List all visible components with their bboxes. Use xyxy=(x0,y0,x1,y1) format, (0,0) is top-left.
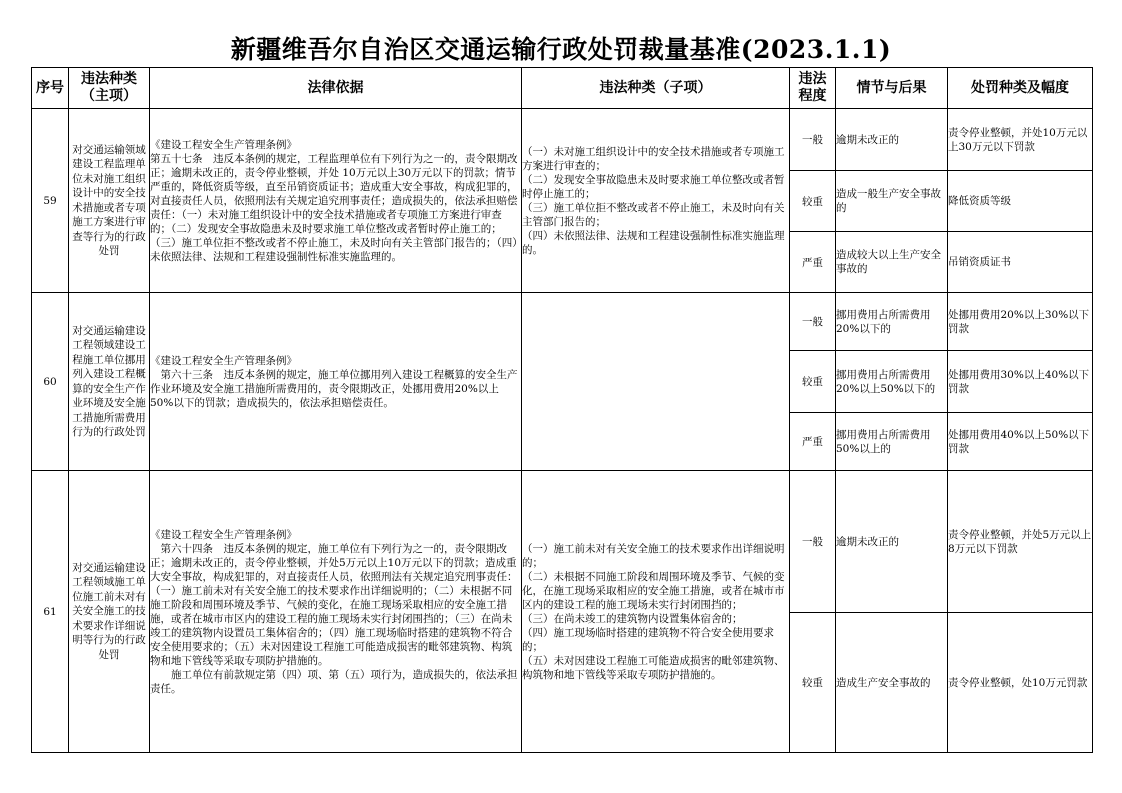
circumstance-cell: 挪用费用占所需费用50%以上的 xyxy=(836,413,948,471)
header-circumstance: 情节与后果 xyxy=(836,68,948,109)
main-type-cell: 对交通运输领域建设工程监理单位未对施工组织设计中的安全技术措施或者专项施工方案进行审查等行为的行政处罚 xyxy=(69,109,150,293)
table-row xyxy=(32,471,1093,613)
page-title: 新疆维吾尔自治区交通运输行政处罚裁量基准(2023.1.1) xyxy=(230,35,892,64)
penalty-cell: 责令停业整顿，并处10万元以上30万元以下罚款 xyxy=(948,109,1093,171)
basis-cell xyxy=(150,109,522,293)
penalty-cell: 处挪用费用20%以上30%以下罚款 xyxy=(948,293,1093,351)
sub-type-text: （一）施工前未对有关安全施工的技术要求作出详细说明的； （二）未根据不同施工阶段和周围环境及季节、气候的变化，在施工现场采取相应的安全施工措施，或者在城市市区内的建设工程的施工现场未实行封闭围挡的； （三）在尚未竣工的建筑物内设置集体宿舍的； （四）施工现场临时搭建的建筑物不符合安全使用要求的； （五）未对因建设工程施工可能造成损害的毗邻建筑物、构筑物和地下管线等采取专项防护措施的。 xyxy=(522,542,785,681)
row-no: 59 xyxy=(32,109,69,293)
penalty-cell: 降低资质等级 xyxy=(948,171,1093,232)
degree-cell: 较重 xyxy=(790,351,836,413)
penalty-standard-table xyxy=(31,67,1093,753)
sub-type-cell xyxy=(522,293,790,471)
degree-cell: 较重 xyxy=(790,613,836,753)
circumstance-cell: 挪用费用占所需费用20%以下的 xyxy=(836,293,948,351)
sub-type-cell xyxy=(522,109,790,293)
penalty-cell: 责令停业整顿，处10万元罚款 xyxy=(948,613,1093,753)
penalty-cell: 处挪用费用40%以上50%以下罚款 xyxy=(948,413,1093,471)
header-penalty: 处罚种类及幅度 xyxy=(948,68,1093,109)
header-main-type xyxy=(69,68,150,109)
degree-cell: 一般 xyxy=(790,471,836,613)
circumstance-cell: 逾期未改正的 xyxy=(836,109,948,171)
main-type-cell: 对交通运输建设工程领域建设工程施工单位挪用列入建设工程概算的安全生产作业环境及安全施工措施所需费用行为的行政处罚 xyxy=(69,293,150,471)
circumstance-cell: 造成一般生产安全事故的 xyxy=(836,171,948,232)
row-no: 60 xyxy=(32,293,69,471)
degree-cell: 严重 xyxy=(790,232,836,293)
header-degree-line1: 违法 xyxy=(798,71,827,87)
sub-type-cell xyxy=(522,471,790,753)
header-degree xyxy=(790,68,836,109)
header-main-type-line1: 违法种类 xyxy=(81,71,137,87)
basis-cell xyxy=(150,471,522,753)
degree-cell: 严重 xyxy=(790,413,836,471)
header-main-type-line2: （主项） xyxy=(81,88,137,104)
circumstance-cell: 造成较大以上生产安全事故的 xyxy=(836,232,948,293)
degree-cell: 一般 xyxy=(790,293,836,351)
table-row xyxy=(32,109,1093,171)
penalty-cell: 处挪用费用30%以上40%以下罚款 xyxy=(948,351,1093,413)
basis-text: 《建设工程安全生产管理条例》 第六十四条 违反本条例的规定，施工单位有下列行为之一的，责令限期改正；逾期未改正的，责令停业整顿，并处5万元以上10万元以下的罚款；造成重大安全事故，构成犯罪的，对直接责任人员，依照刑法有关规定追究刑事责任：（一）施工前未对有关安全施工的技术要求作出详细说明的；（二）未根据不同施工阶段和周围环境及季节、气候的变化，在施工现场采取相应的安全施工措施，或者在城市市区内的建设工程的施工现场未实行封闭围挡的；（三）在尚未竣工的建筑物内设置员工集体宿舍的；（四）施工现场临时搭建的建筑物不符合安全使用要求的；（五）未对因建设工程施工可能造成损害的毗邻建筑物、构筑物和地下管线等采取专项防护措施的。 施工单位有前款规定第（四）项、第（五）项行为，造成损失的，依法承担责任。 xyxy=(150,528,518,695)
basis-cell xyxy=(150,293,522,471)
header-no: 序号 xyxy=(32,68,69,109)
table-row xyxy=(32,293,1093,351)
row-no: 61 xyxy=(32,471,69,753)
basis-text: 《建设工程安全生产管理条例》 第六十三条 违反本条例的规定，施工单位挪用列入建设工程概算的安全生产作业环境及安全施工措施所需费用的，责令限期改正，处挪用费用20%以上50%以下的罚款；造成损失的，依法承担赔偿责任。 xyxy=(150,354,518,409)
penalty-cell: 吊销资质证书 xyxy=(948,232,1093,293)
sub-type-text: （一）未对施工组织设计中的安全技术措施或者专项施工方案进行审查的； （二）发现安全事故隐患未及时要求施工单位整改或者暂时停止施工的； （三）施工单位拒不整改或者不停止施工，未及时向有关主管部门报告的； （四）未依照法律、法规和工程建设强制性标准实施监理的。 xyxy=(522,145,785,256)
penalty-cell: 责令停业整顿，并处5万元以上8万元以下罚款 xyxy=(948,471,1093,613)
degree-cell: 较重 xyxy=(790,171,836,232)
basis-text: 《建设工程安全生产管理条例》 第五十七条 违反本条例的规定，工程监理单位有下列行为之一的，责令限期改正；逾期未改正的，责令停业整顿，并处 10万元以上30万元以下的罚款；情节严重的，降低资质等级，直至吊销资质证书；造成重大安全事故，构成犯罪的，对直接责任人员，依照刑法有关规定追究刑事责任；造成损失的，依法承担赔偿责任：（一）未对施工组织设计中的安全技术措施或者专项施工方案进行审查的；（二）发现安全事故隐患未及时要求施工单位整改或者暂时停止施工的；（三）施工单位拒不整改或者不停止施工，未及时向有关主管部门报告的；（四）未依照法律、法规和工程建设强制性标准实施监理的。 xyxy=(150,138,518,263)
circumstance-cell: 逾期未改正的 xyxy=(836,471,948,613)
main-type-cell: 对交通运输建设工程领域施工单位施工前未对有关安全施工的技术要求作详细说明等行为的行政处罚 xyxy=(69,471,150,753)
header-row xyxy=(32,68,1093,109)
circumstance-cell: 造成生产安全事故的 xyxy=(836,613,948,753)
circumstance-cell: 挪用费用占所需费用20%以上50%以下的 xyxy=(836,351,948,413)
degree-cell: 一般 xyxy=(790,109,836,171)
header-degree-line2: 程度 xyxy=(798,88,827,104)
header-sub-type: 违法种类（子项） xyxy=(522,68,790,109)
header-basis: 法律依据 xyxy=(150,68,522,109)
